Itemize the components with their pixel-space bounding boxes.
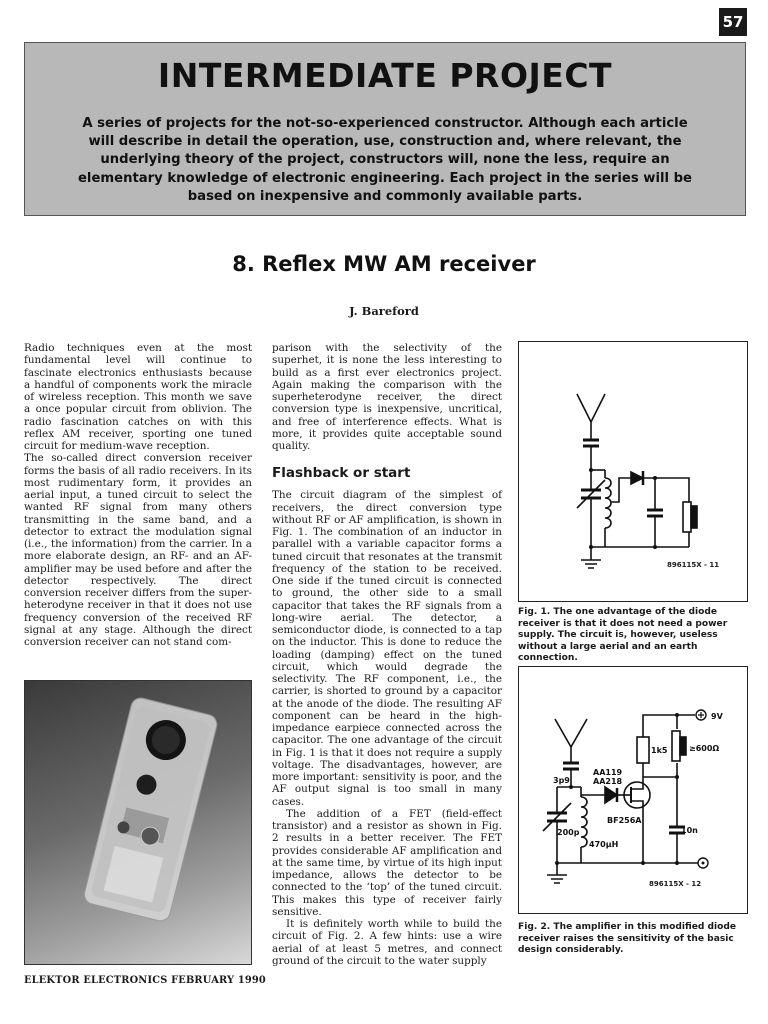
label-variable-cap: 200p [557,828,580,837]
label-coupling-cap: 3p9 [553,776,570,785]
label-fet: BF256A [607,816,642,825]
label-diode-aa119: AA119 [593,768,623,777]
banner-title: INTERMEDIATE PROJECT [157,56,613,95]
figure-1-code: 896115X - 11 [667,561,720,569]
series-banner [24,42,746,216]
paragraph: The addition of a FET (field-effect transistor) and a resistor as shown in Fig. 2 results in a better receiver. The FET provides considerable AF amplification and at the same time, by virtue of its high input impedance, allows the detector to be connected to the ‘top’ of the tuned circuit. This makes this type of receiver fairly sensitive. [272,807,502,918]
figure-2-caption: Fig. 2. The amplifier in this modified diode receiver raises the sensitivity of the basic design considerably. [518,922,737,956]
figure-1-circuit [518,341,748,602]
figure-1-caption: Fig. 1. The one advantage of the diode receiver is that it does not need a power supply. The circuit is, however, useless without a large aerial and an earth connection. [518,607,728,664]
receiver-photo-drawing [25,681,252,965]
paragraph: parison with the selectivity of the superhet, it is none the less interesting to build as a first ever electronics project. Again making the comparison with the superheterodyne receiver, the direct conversion type is inexpensive, uncritical, and free of interference effects. What is more, it provides quite acceptable sound quality. [272,342,502,452]
paragraph: Radio techniques even at the most fundamental level will continue to fascinate electronics enthusiasts because a handful of components work the miracle of wireless reception. This month we save a once popular circuit from oblivion. The radio fascination catches on with this reflex AM receiver, sporting one tuned circuit for medium-wave reception. [24,342,252,452]
paragraph: It is definitely worth while to build the circuit of Fig. 2. A few hints: use a wire aerial of at least 5 metres, and connect ground of the circuit to the water supply [272,918,502,967]
text-column-1 [24,342,252,648]
figure-2-circuit [518,666,748,914]
label-inductor: 470μH [589,840,619,849]
label-output-cap: 10n [681,826,698,835]
receiver-photo [24,680,252,965]
page-number: 57 [719,8,747,36]
banner-description: A series of projects for the not-so-experienced constructor. Although each article will describe in detail the operation, use, construction and, where relevant, the underlying theory of the project, constructors will, none the less, require an elementary knowledge of electronic engineering. Each project in the series will be based on inexpensive and commonly available parts. [77,116,692,204]
figure-2-schematic [519,667,747,913]
label-supply: 9V [711,712,723,721]
label-headphones: ≥600Ω [689,744,720,753]
paragraph: The circuit diagram of the simplest of receivers, the direct conversion type without RF or AF amplification, is shown in Fig. 1. The combination of an inductor in parallel with a variable capacitor forms a tuned circuit that resonates at the transmit frequency of the station to be received. One side if the tuned circuit is connected to ground, the other side to a small capacitor that takes the RF signals from a long-wire aerial. The detector, a semiconductor diode, is connected to a tap on the inductor. This is done to reduce the loading (damping) effect on the tuned circuit, which would degrade the selectivity. The RF component, i.e., the carrier, is shorted to ground by a capacitor at the anode of the diode. The resulting AF component can be heard in the high-impedance earpiece connected across the capacitor. The one advantage of the circuit in Fig. 1 is that it does not require a supply voltage. The disadvantages, however, are more important: sensitivity is poor, and the AF output signal is too small in many cases. [272,489,502,808]
article-title: 8. Reflex MW AM receiver [232,252,536,276]
publication-footer: ELEKTOR ELECTRONICS FEBRUARY 1990 [24,975,266,986]
figure-2-code: 896115X - 12 [649,880,702,888]
paragraph: The so-called direct conversion receiver forms the basis of all radio receivers. In its most rudimentary form, it provides an aerial input, a tuned circuit to select the wanted RF signal from many others transmitting in the same band, and a detector to extract the modulation signal (i.e., the information) from the carrier. In a more elaborate design, an RF- and an AF- amplifier may be used before and after the detector respectively. The direct conversion receiver differs from the super-heterodyne receiver in that it does not use frequency conversion of the received RF signal at any stage. Although the direct conversion receiver can not stand com- [24,452,252,648]
label-diode-aa218: AA218 [593,777,623,786]
label-resistor: 1k5 [651,746,668,755]
section-heading: Flashback or start [272,465,411,482]
article-author: J. Bareford [349,304,419,318]
text-column-2 [272,342,502,967]
